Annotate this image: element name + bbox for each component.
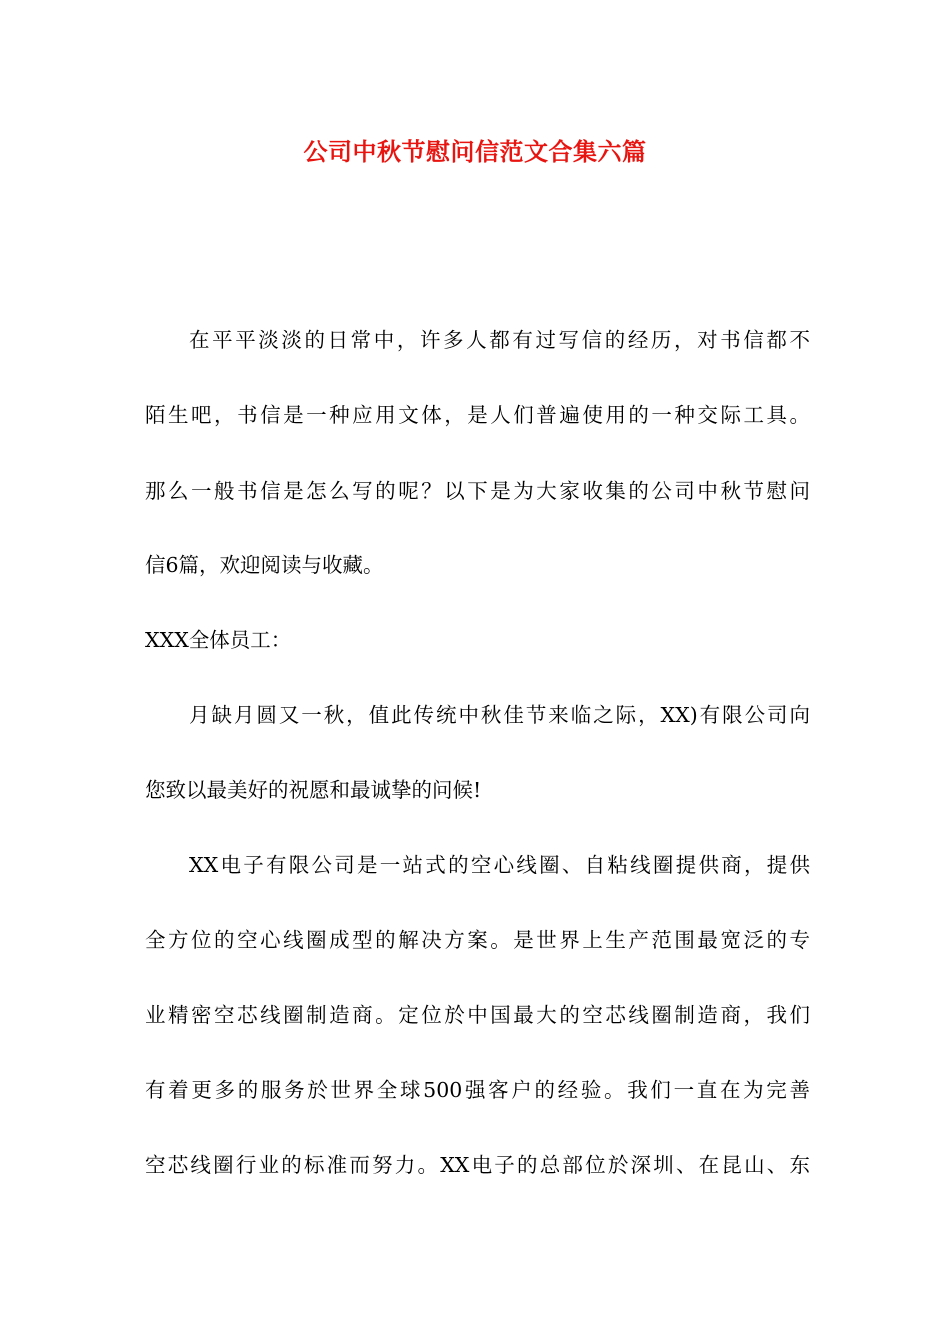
paragraph-line: 陌生吧，书信是一种应用文体，是人们普遍使用的一种交际工具。	[145, 403, 810, 427]
paragraph-line: 那么一般书信是怎么写的呢？以下是为大家收集的公司中秋节慰问	[145, 479, 810, 503]
paragraph-line: 月缺月圆又一秋，值此传统中秋佳节来临之际，XX)有限公司向	[189, 703, 810, 727]
paragraph-line: 信6篇，欢迎阅读与收藏。	[145, 553, 384, 577]
paragraph-line: 空芯线圈行业的标准而努力。XX电子的总部位於深圳、在昆山、东	[145, 1153, 810, 1177]
document-title: 公司中秋节慰问信范文合集六篇	[303, 137, 647, 166]
paragraph-line: 全方位的空心线圈成型的解决方案。是世界上生产范围最宽泛的专	[145, 928, 810, 952]
paragraph-line: 在平平淡淡的日常中，许多人都有过写信的经历，对书信都不	[189, 328, 810, 352]
salutation-line: XXX全体员工：	[145, 628, 292, 652]
paragraph-line: 有着更多的服务於世界全球500强客户的经验。我们一直在为完善	[145, 1078, 810, 1102]
paragraph-line: 您致以最美好的祝愿和最诚挚的问候!	[145, 778, 482, 802]
paragraph-line: 业精密空芯线圈制造商。定位於中国最大的空芯线圈制造商，我们	[145, 1003, 810, 1027]
paragraph-line: XX电子有限公司是一站式的空心线圈、自粘线圈提供商，提供	[189, 853, 810, 877]
